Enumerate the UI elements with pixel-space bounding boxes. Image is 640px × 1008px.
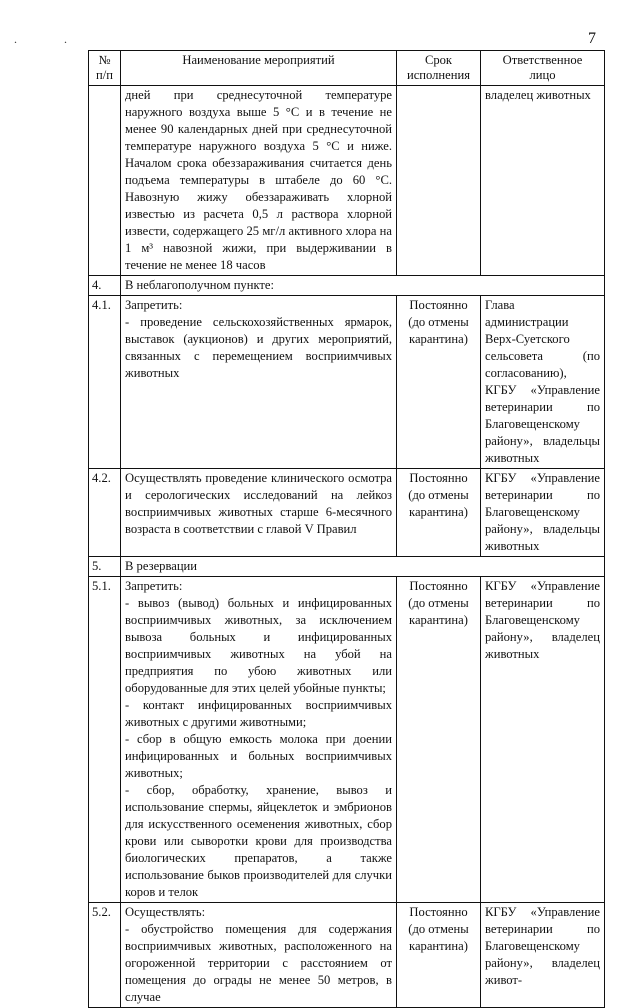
- header-term: Срок исполнения: [397, 51, 481, 86]
- row-term: Постоянно (до отмены карантина): [397, 903, 481, 1008]
- row-term: Постоянно (до отмены карантина): [397, 296, 481, 469]
- table-row: [89, 296, 605, 469]
- header-num: № п/п: [89, 51, 121, 86]
- table-row: [89, 469, 605, 557]
- row-resp: КГБУ «Управление ветеринарии по Благовещенскому району», владелец живот-: [481, 903, 605, 1008]
- row-text: Осуществлять проведение клинического осмотра и серологических исследований на лейкоз восприимчивых животных старше 6-месячного возраста в соответствии с главой V Правил: [121, 469, 397, 557]
- row-term: [397, 86, 481, 276]
- measures-table: [88, 50, 605, 1008]
- row-resp: КГБУ «Управление ветеринарии по Благовещенскому району», владелец животных: [481, 577, 605, 903]
- table-row: [89, 577, 605, 903]
- section-title: В резервации: [121, 557, 605, 577]
- table-header-row: [89, 51, 605, 86]
- header-resp: Ответственное лицо: [481, 51, 605, 86]
- row-num: 4.2.: [89, 469, 121, 557]
- row-resp: владелец животных: [481, 86, 605, 276]
- section-num: 5.: [89, 557, 121, 577]
- section-row: [89, 276, 605, 296]
- row-resp: Глава администрации Верх-Суетского сельсовета (по согласованию), КГБУ «Управление ветеринарии по Благовещенскому району», владельцы животных: [481, 296, 605, 469]
- row-num: 4.1.: [89, 296, 121, 469]
- row-num: [89, 86, 121, 276]
- table-row: [89, 86, 605, 276]
- row-text: Осуществлять: - обустройство помещения для содержания восприимчивых животных, расположенного на огороженной территории с расстоянием от помещения до ограды не менее 50 метров, в случае: [121, 903, 397, 1008]
- section-num: 4.: [89, 276, 121, 296]
- row-text: Запретить: - проведение сельскохозяйственных ярмарок, выставок (аукционов) и других мероприятий, связанных с перемещением восприимчивых животных: [121, 296, 397, 469]
- row-num: 5.2.: [89, 903, 121, 1008]
- row-num: 5.1.: [89, 577, 121, 903]
- row-text: Запретить: - вывоз (вывод) больных и инфицированных восприимчивых животных, за исключением вывоза больных и инфицированных восприимчивых животных на убой на предприятия по убою животных или оборудованные для этих целей убойные пункты; - контакт инфицированных восприимчивых животных с другими животными; - сбор в общую емкость молока при доении инфицированных и больных восприимчивых животных; - сбор, обработку, хранение, вывоз и использование спермы, яйцеклеток и эмбрионов для искусственного осеменения животных, сбор крови или сыворотки крови для производства биологических препаратов, а также использование быков производителей для случки коров и телок: [121, 577, 397, 903]
- page-number: 7: [588, 30, 596, 47]
- margin-marks: . .: [14, 32, 89, 46]
- row-term: Постоянно (до отмены карантина): [397, 577, 481, 903]
- section-row: [89, 557, 605, 577]
- row-term: Постоянно (до отмены карантина): [397, 469, 481, 557]
- row-resp: КГБУ «Управление ветеринарии по Благовещенскому району», владельцы животных: [481, 469, 605, 557]
- table-row: [89, 903, 605, 1008]
- section-title: В неблагополучном пункте:: [121, 276, 605, 296]
- row-text: дней при среднесуточной температуре наружного воздуха выше 5 °С и в течение не менее 90 календарных дней при среднесуточной температуре наружного воздуха 5 °С и ниже. Началом срока обеззараживания считается день подъема температуры в штабеле до 60 °С. Навозную жижу обеззараживать хлорной известью из расчета 0,5 л раствора хлорной извести, содержащего 25 мг/л активного хлора на 1 м³ навозной жижи, при выдерживании в течение не менее 18 часов: [121, 86, 397, 276]
- header-name: Наименование мероприятий: [121, 51, 397, 86]
